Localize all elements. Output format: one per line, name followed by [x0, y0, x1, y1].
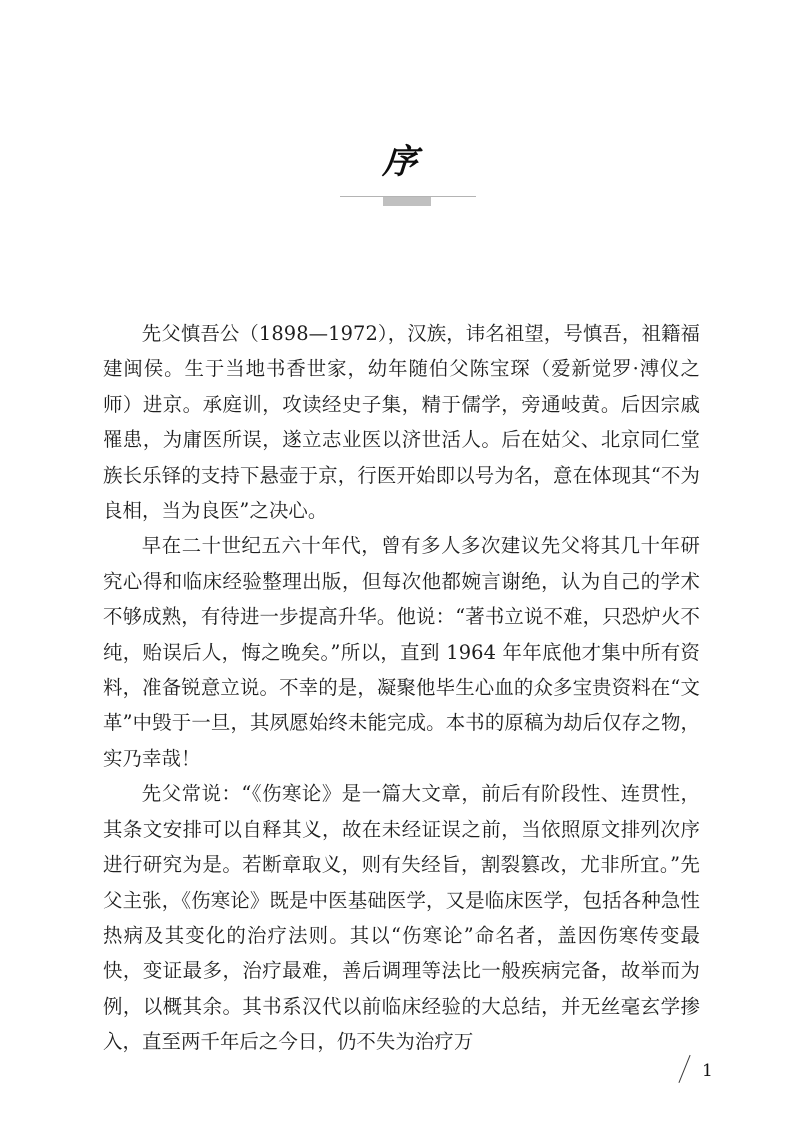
chapter-header [0, 140, 800, 206]
page-footer [0, 1048, 800, 1088]
page-number: 1 [702, 1061, 713, 1081]
paragraph-1: 先父慎吾公（1898—1972），汉族，讳名祖望，号慎吾，祖籍福建闽侯。生于当地书香世家，幼年随伯父陈宝琛（爱新觉罗·溥仪之师）进京。承庭训，攻读经史子集，精于儒学，旁通岐黄。后因宗戚罹患，为庸医所误，遂立志业医以济世活人。后在姑父、北京同仁堂族长乐铎的支持下悬壶于京，行医开始即以号为名，意在体现其“不为良相，当为良医”之决心。 [103, 322, 700, 523]
title-ornament [0, 192, 800, 206]
folio-slash-icon [678, 1055, 691, 1083]
title-accent-swatch [383, 197, 431, 206]
paragraph-2: 早在二十世纪五六十年代，曾有多人多次建议先父将其几十年研究心得和临床经验整理出版，但每次他都婉言谢绝，认为自己的学术不够成熟，有待进一步提高升华。他说：“著书立说不难，只恐炉火不纯，贻误后人，悔之晚矣。”所以，直到 1964 年年底他才集中所有资料，准备锐意立说。不幸的是，凝聚他毕生心血的众多宝贵资料在“文革”中毁于一旦，其夙愿始终未能完成。本书的原稿为劫后仅存之物，实乃幸哉！ [103, 534, 700, 770]
body-text-block [103, 316, 700, 1060]
paragraph-3: 先父常说：“《伤寒论》是一篇大文章，前后有阶段性、连贯性，其条文安排可以自释其义，故在未经证误之前，当依照原文排列次序进行研究为是。若断章取义，则有失经旨，割裂篡改，尤非所宜。”先父主张，《伤寒论》既是中医基础医学，又是临床医学，包括各种急性热病及其变化的治疗法则。其以“伤寒论”命名者，盖因伤寒传变最快，变证最多，治疗最难，善后调理等法比一般疾病完备，故举而为例，以概其余。其书系汉代以前临床经验的大总结，并无丝毫玄学掺入，直至两千年后之今日，仍不失为治疗万 [103, 782, 700, 1054]
page-title: 序 [381, 142, 419, 182]
